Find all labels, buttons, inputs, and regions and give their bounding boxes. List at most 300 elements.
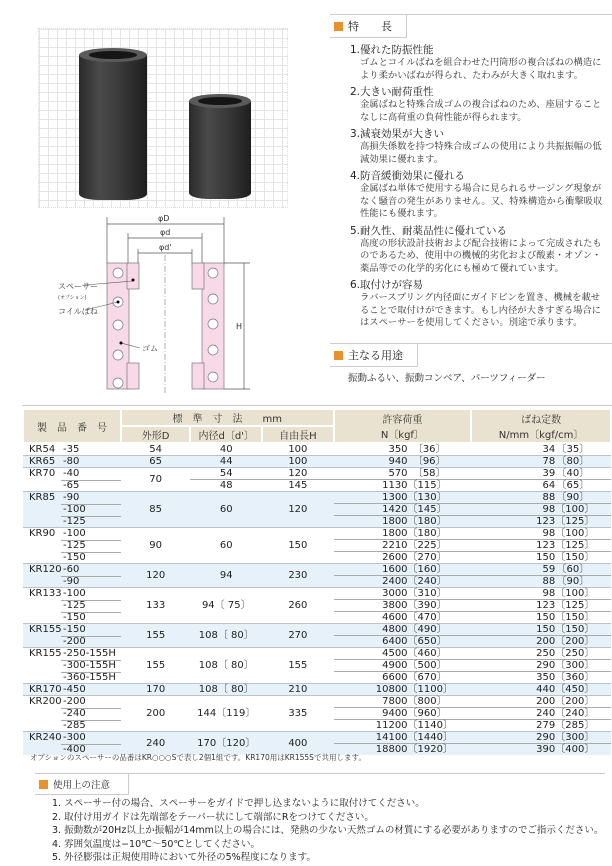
- header-load: 許容荷重 N〔kgf〕: [334, 409, 472, 443]
- spring-constant-cell: [471, 480, 611, 492]
- model-cell: [23, 492, 121, 504]
- free-length-cell: 145: [262, 480, 333, 492]
- load-n: 940: [388, 456, 408, 467]
- k-kgf: 〔100〕: [555, 504, 595, 515]
- load-kgf: 〔180〕: [407, 516, 447, 527]
- spring-constant-cell: [471, 456, 611, 468]
- features-title: 特 長: [348, 20, 392, 33]
- free-length-cell: 120: [262, 468, 333, 480]
- load-kgf: 〔36〕: [412, 444, 446, 455]
- k-n: 200: [536, 696, 556, 707]
- table-row: [23, 528, 611, 540]
- feature-body: 高度の形状設計技術および配合技術によって完成されたものであるため、使用中の機械的劣化および酸素・オゾン・薬品等での化学的劣化にも極めて優れています。: [360, 237, 602, 274]
- inner-diameter-cell: 60: [190, 528, 262, 564]
- load-kgf: 〔460〕: [407, 648, 447, 659]
- k-n: 290: [536, 660, 556, 671]
- inner-diameter-cell: 170〔120〕: [190, 732, 262, 756]
- load-kgf: 〔96〕: [412, 456, 446, 467]
- k-n: 123: [536, 540, 556, 551]
- product-photo: [38, 28, 288, 208]
- inner-diameter-cell: 94: [190, 564, 262, 588]
- load-n: 18800: [375, 744, 408, 756]
- load-n: 570: [388, 468, 408, 479]
- load-kgf: 〔130〕: [407, 492, 447, 503]
- label-option: (オプション): [58, 295, 87, 301]
- free-length-cell: 270: [262, 624, 333, 648]
- dim-phi-d-prime: φd': [159, 243, 172, 252]
- k-n: 440: [536, 684, 556, 695]
- feature-body: ラバースプリング内径面にガイドピンを置き、機械を載せることで取付けができます。もし内径が大きすぎる場合にはスペーサーを使用してください。別途で承ります。: [360, 292, 601, 328]
- model-name: KR155: [29, 624, 62, 636]
- k-n: 150: [536, 612, 556, 623]
- load-kgf: 〔1140〕: [407, 720, 453, 731]
- model-suffix: -65: [63, 479, 80, 491]
- load-cell: [334, 636, 472, 648]
- load-cell: [334, 480, 472, 492]
- spring-constant-cell: [471, 624, 611, 636]
- free-length-cell: 335: [262, 696, 333, 732]
- load-n: 4500: [382, 648, 408, 659]
- model-name: KR155: [29, 648, 62, 660]
- spring-constant-cell: [471, 564, 611, 576]
- notes-title: 使用上の注意: [53, 780, 111, 791]
- inner-diameter-cell: 54: [190, 468, 262, 480]
- load-kgf: 〔225〕: [407, 540, 447, 551]
- model-suffix: -40: [63, 468, 80, 480]
- spring-constant-cell: [471, 732, 611, 744]
- k-n: 78: [542, 456, 556, 467]
- model-suffix: -60: [63, 564, 80, 576]
- load-cell: [334, 696, 472, 708]
- free-length-cell: 400: [262, 732, 333, 756]
- k-kgf: 〔100〕: [555, 528, 595, 539]
- outer-diameter-cell: 200: [121, 696, 190, 732]
- model-cell: [23, 636, 121, 648]
- model-cell: [23, 684, 121, 696]
- model-suffix: -300-155H: [63, 660, 116, 671]
- spring-constant-cell: [471, 720, 611, 732]
- load-cell: [334, 600, 472, 612]
- header-D: 外形D: [121, 426, 190, 443]
- note-item: 1. スペーサー付の場合、スペーサーをガイドで押し込まないように取付けてください。: [52, 798, 425, 809]
- k-n: 200: [536, 636, 556, 647]
- load-kgf: 〔490〕: [407, 624, 447, 635]
- spring-constant-cell: [471, 672, 611, 684]
- model-cell: [23, 552, 121, 564]
- load-kgf: 〔240〕: [407, 576, 447, 587]
- spring-constant-cell: [471, 540, 611, 552]
- load-cell: [334, 492, 472, 504]
- model-name: KR200: [29, 696, 62, 708]
- k-n: 290: [536, 732, 556, 743]
- load-kgf: 〔470〕: [407, 612, 447, 623]
- load-n: 2600: [382, 552, 408, 563]
- load-n: 1130: [382, 480, 408, 491]
- orange-square-icon: [334, 22, 343, 31]
- note-item: 5. 外径膨張は正規使用時において外径の5%程度になります。: [52, 852, 316, 863]
- model-name: KR133: [29, 588, 62, 600]
- k-n: 123: [536, 516, 556, 527]
- load-kgf: 〔960〕: [407, 708, 447, 719]
- model-name: KR240: [29, 732, 62, 744]
- feature-title: 2.大きい耐荷重性: [350, 86, 434, 98]
- k-kgf: 〔100〕: [555, 588, 595, 599]
- load-cell: [334, 624, 472, 636]
- model-suffix: -125: [63, 540, 86, 551]
- model-suffix: -300: [63, 732, 86, 744]
- table-row: [23, 624, 611, 636]
- k-n: 350: [536, 672, 556, 683]
- model-name: KR170: [29, 684, 62, 695]
- spring-constant-cell: [471, 660, 611, 672]
- load-n: 6400: [382, 636, 408, 647]
- model-cell: [23, 612, 121, 624]
- spring-constant-cell: [471, 576, 611, 588]
- header-model: 製 品 番 号: [23, 409, 121, 443]
- load-kgf: 〔1440〕: [407, 732, 453, 743]
- load-n: 14100: [375, 732, 408, 743]
- k-kgf: 〔200〕: [555, 636, 595, 647]
- feature-body: 金属ばね単体で使用する場合に見られるサージング現象がなく騒音の発生がありません。又、特殊構造から衝撃吸収性能にも優れます。: [360, 183, 603, 219]
- orange-square-icon: [334, 351, 343, 360]
- inner-diameter-cell: 60: [190, 492, 262, 528]
- model-name: KR65: [29, 456, 56, 467]
- model-suffix: -250-155H: [63, 648, 116, 660]
- load-n: 10800: [375, 684, 408, 695]
- load-cell: [334, 564, 472, 576]
- k-n: 390: [536, 744, 556, 756]
- outer-diameter-cell: 155: [121, 624, 190, 648]
- load-cell: [334, 732, 472, 744]
- load-kgf: 〔180〕: [407, 528, 447, 539]
- label-spacer: スペーサー: [58, 282, 98, 291]
- k-kgf: 〔150〕: [555, 612, 595, 623]
- load-kgf: 〔500〕: [407, 660, 447, 671]
- model-suffix: -100: [63, 528, 86, 540]
- feature-body: 高損失係数を持つ特殊合成ゴムの使用により共振振幅の低減効果に優れます。: [360, 141, 602, 165]
- note-item: 4. 雰囲気温度は−10℃〜50℃としてください。: [52, 838, 261, 850]
- load-n: 11200: [375, 720, 408, 731]
- load-cell: [334, 612, 472, 624]
- footnote: オプションのスペーサーの品番はKR○○○Sで表し2個1組です。KR170用はKR155Sで共用します。: [30, 753, 366, 762]
- k-kgf: 〔35〕: [556, 444, 590, 455]
- small-rubber-spring-image: [189, 101, 251, 199]
- label-coil-spring: コイルばね: [58, 307, 98, 316]
- k-n: 88: [542, 492, 556, 503]
- model-name: KR120: [29, 564, 62, 576]
- load-kgf: 〔58〕: [412, 468, 446, 479]
- spring-constant-cell: [471, 636, 611, 648]
- free-length-cell: 120: [262, 492, 333, 528]
- load-n: 6600: [382, 672, 408, 683]
- load-n: 1420: [382, 504, 408, 515]
- feature-body: 金属ばねと特殊合成ゴムの複合ばねのため、座屈することなしに高荷重の負荷性能が得られます。: [360, 99, 602, 123]
- load-kgf: 〔1920〕: [407, 744, 453, 756]
- free-length-cell: 100: [262, 443, 333, 456]
- table-row: [23, 480, 611, 492]
- load-n: 1600: [382, 564, 408, 575]
- load-n: 2210: [382, 540, 408, 551]
- model-cell: [23, 468, 121, 480]
- features-list: [350, 40, 608, 330]
- feature-title: 1.優れた防振性能: [350, 44, 434, 56]
- feature-title: 5.耐久性、耐薬品性に優れている: [350, 224, 508, 237]
- model-suffix: -150: [63, 551, 86, 563]
- model-cell: [23, 672, 121, 684]
- k-kgf: 〔450〕: [555, 684, 595, 695]
- dim-H: H: [236, 322, 243, 331]
- model-cell: [23, 696, 121, 708]
- load-kgf: 〔1100〕: [407, 684, 453, 695]
- load-cell: [334, 660, 472, 672]
- spring-constant-cell: [471, 443, 611, 456]
- model-suffix: -100: [63, 588, 86, 600]
- outer-diameter-cell: 133: [121, 588, 190, 624]
- k-kgf: 〔300〕: [555, 732, 595, 743]
- spring-constant-cell: [471, 528, 611, 540]
- feature-title: 4.防音緩衝効果に優れる: [350, 170, 466, 182]
- model-cell: [23, 480, 121, 492]
- free-length-cell: 230: [262, 564, 333, 588]
- spring-constant-cell: [471, 516, 611, 528]
- model-suffix: -285: [63, 719, 86, 731]
- k-kgf: 〔125〕: [555, 516, 595, 527]
- outer-diameter-cell: 54: [121, 443, 190, 456]
- inner-diameter-cell: 94〔 75〕: [190, 588, 262, 624]
- load-kgf: 〔800〕: [407, 696, 447, 707]
- model-cell: [23, 564, 121, 576]
- model-name: KR70: [29, 468, 56, 480]
- k-n: 98: [542, 588, 556, 599]
- k-n: 64: [542, 480, 556, 491]
- load-kgf: 〔160〕: [407, 564, 447, 575]
- model-cell: [23, 660, 121, 672]
- model-cell: [23, 504, 121, 516]
- load-cell: [334, 720, 472, 732]
- load-n: 1300: [382, 492, 408, 503]
- free-length-cell: 150: [262, 528, 333, 564]
- k-kgf: 〔250〕: [555, 648, 595, 659]
- spring-constant-cell: [471, 612, 611, 624]
- inner-diameter-cell: 108〔 80〕: [190, 648, 262, 684]
- table-row: [23, 588, 611, 600]
- model-cell: [23, 528, 121, 540]
- model-suffix: -90: [63, 575, 80, 587]
- load-cell: [334, 672, 472, 684]
- k-n: 39: [542, 468, 556, 479]
- k-kgf: 〔200〕: [555, 696, 595, 707]
- notes-header: [35, 773, 605, 795]
- spring-constant-cell: [471, 468, 611, 480]
- table-row: [23, 696, 611, 708]
- inner-diameter-cell: 48: [190, 480, 262, 492]
- load-n: 4600: [382, 612, 408, 623]
- load-kgf: 〔145〕: [407, 504, 447, 515]
- load-n: 2400: [382, 576, 408, 587]
- outer-diameter-cell: 120: [121, 564, 190, 588]
- table-row: [23, 443, 611, 456]
- spring-constant-cell: [471, 504, 611, 516]
- inner-diameter-cell: 108〔 80〕: [190, 684, 262, 696]
- model-suffix: -360-155H: [63, 671, 116, 683]
- load-cell: [334, 528, 472, 540]
- outer-diameter-cell: 70: [121, 468, 190, 492]
- load-kgf: 〔670〕: [407, 672, 447, 683]
- table-row: [23, 684, 611, 696]
- k-n: 150: [536, 624, 556, 635]
- spring-constant-cell: [471, 492, 611, 504]
- k-kgf: 〔60〕: [556, 564, 590, 575]
- header-spring-constant: ばね定数 N/mm〔kgf/cm〕: [471, 409, 611, 443]
- outer-diameter-cell: 90: [121, 528, 190, 564]
- dim-phi-D: φD: [158, 214, 170, 223]
- load-cell: [334, 684, 472, 696]
- feature-body: ゴムとコイルばねを組合わせた円筒形の複合ばねの構造により柔かいばねが得られ、たわみが大きく取れます。: [360, 57, 602, 81]
- model-cell: [23, 720, 121, 732]
- feature-title: 3.減衰効果が大きい: [350, 128, 445, 140]
- load-cell: [334, 576, 472, 588]
- model-cell: [23, 540, 121, 552]
- k-kgf: 〔150〕: [555, 624, 595, 635]
- k-n: 59: [542, 564, 556, 575]
- load-n: 350: [388, 444, 408, 455]
- k-kgf: 〔90〕: [556, 576, 590, 587]
- load-n: 7800: [382, 696, 408, 707]
- free-length-cell: 100: [262, 456, 333, 468]
- model-cell: [23, 624, 121, 636]
- outer-diameter-cell: 85: [121, 492, 190, 528]
- k-n: 279: [536, 720, 556, 731]
- uses-title: 主なる用途: [348, 349, 403, 362]
- k-n: 34: [542, 444, 556, 455]
- inner-diameter-cell: 40: [190, 443, 262, 456]
- spring-constant-cell: [471, 696, 611, 708]
- load-kgf: 〔390〕: [407, 600, 447, 611]
- k-kgf: 〔240〕: [555, 708, 595, 719]
- feature-title: 6.取付けが容易: [350, 279, 424, 291]
- load-kgf: 〔270〕: [407, 552, 447, 563]
- outer-diameter-cell: 240: [121, 732, 190, 756]
- divider: [22, 405, 612, 406]
- model-suffix: -150: [63, 611, 86, 623]
- k-n: 240: [536, 708, 556, 719]
- spring-constant-cell: [471, 552, 611, 564]
- load-cell: [334, 504, 472, 516]
- spring-constant-cell: [471, 744, 611, 756]
- inner-diameter-cell: 44: [190, 456, 262, 468]
- model-cell: [23, 648, 121, 660]
- label-rubber: ゴム: [142, 344, 158, 353]
- k-n: 88: [542, 576, 556, 587]
- k-kgf: 〔360〕: [555, 672, 595, 683]
- k-kgf: 〔125〕: [555, 540, 595, 551]
- note-item: 2. 取付け用ガイドは先端部をテーパー状にして端部にRをつけてください。: [52, 811, 374, 823]
- model-name: KR54: [29, 444, 56, 455]
- load-n: 4800: [382, 624, 408, 635]
- load-cell: [334, 540, 472, 552]
- load-n: 3000: [382, 588, 408, 599]
- k-kgf: 〔40〕: [556, 468, 590, 479]
- outer-diameter-cell: 170: [121, 684, 190, 696]
- model-name: KR90: [29, 528, 56, 540]
- notes-list: [52, 797, 603, 865]
- model-suffix: -125: [63, 515, 86, 527]
- model-suffix: -125: [63, 600, 86, 611]
- spring-constant-cell: [471, 588, 611, 600]
- load-cell: [334, 648, 472, 660]
- cross-section-drawing: [40, 205, 280, 400]
- load-cell: [334, 456, 472, 468]
- model-cell: [23, 516, 121, 528]
- model-cell: [23, 588, 121, 600]
- inner-diameter-cell: 108〔 80〕: [190, 624, 262, 648]
- table-row: [23, 456, 611, 468]
- table-row: [23, 648, 611, 660]
- model-suffix: -150: [63, 624, 86, 636]
- spring-constant-cell: [471, 708, 611, 720]
- model-cell: [23, 576, 121, 588]
- load-cell: [334, 468, 472, 480]
- uses-text: 振動ふるい、振動コンベア、パーツフィーダー: [348, 373, 546, 384]
- k-n: 98: [542, 528, 556, 539]
- load-kgf: 〔310〕: [407, 588, 447, 599]
- spring-constant-cell: [471, 684, 611, 696]
- spring-constant-cell: [471, 648, 611, 660]
- outer-diameter-cell: 155: [121, 648, 190, 684]
- load-kgf: 〔115〕: [407, 480, 447, 491]
- inner-diameter-cell: 144〔119〕: [190, 696, 262, 732]
- model-cell: [23, 443, 121, 456]
- model-suffix: -100: [63, 504, 86, 515]
- dim-phi-d: φd: [160, 228, 171, 237]
- load-cell: [334, 708, 472, 720]
- load-kgf: 〔650〕: [407, 636, 447, 647]
- header-d: 内径d〔d'〕: [190, 426, 262, 443]
- free-length-cell: 260: [262, 588, 333, 624]
- note-item: 3. 振動数が20Hz以上か振幅が14mm以上の場合には、発熱の少ない天然ゴムの材質にする必要がありますのでご指示ください。: [52, 825, 604, 836]
- k-kgf: 〔300〕: [555, 660, 595, 671]
- model-suffix: -200: [63, 635, 86, 647]
- load-cell: [334, 588, 472, 600]
- spring-constant-cell: [471, 600, 611, 612]
- k-n: 123: [536, 600, 556, 611]
- load-cell: [334, 516, 472, 528]
- load-n: 9400: [382, 708, 408, 719]
- load-n: 1800: [382, 516, 408, 527]
- table-row: [23, 492, 611, 504]
- model-suffix: -400: [63, 743, 86, 755]
- model-suffix: -80: [63, 456, 80, 467]
- model-suffix: -450: [63, 684, 86, 695]
- table-row: [23, 732, 611, 744]
- model-name: KR85: [29, 492, 56, 504]
- k-n: 98: [542, 504, 556, 515]
- model-suffix: -90: [63, 492, 80, 504]
- k-kgf: 〔285〕: [555, 720, 595, 731]
- model-suffix: -240: [63, 708, 86, 719]
- header-std-dims: 標 準 寸 法 mm: [121, 409, 334, 426]
- load-cell: [334, 443, 472, 456]
- model-suffix: -200: [63, 696, 86, 708]
- uses-header: [330, 343, 612, 367]
- orange-square-icon: [39, 780, 48, 789]
- load-n: 3800: [382, 600, 408, 611]
- free-length-cell: 210: [262, 684, 333, 696]
- k-kgf: 〔125〕: [555, 600, 595, 611]
- model-cell: [23, 456, 121, 468]
- k-kgf: 〔65〕: [556, 480, 590, 491]
- load-n: 1800: [382, 528, 408, 539]
